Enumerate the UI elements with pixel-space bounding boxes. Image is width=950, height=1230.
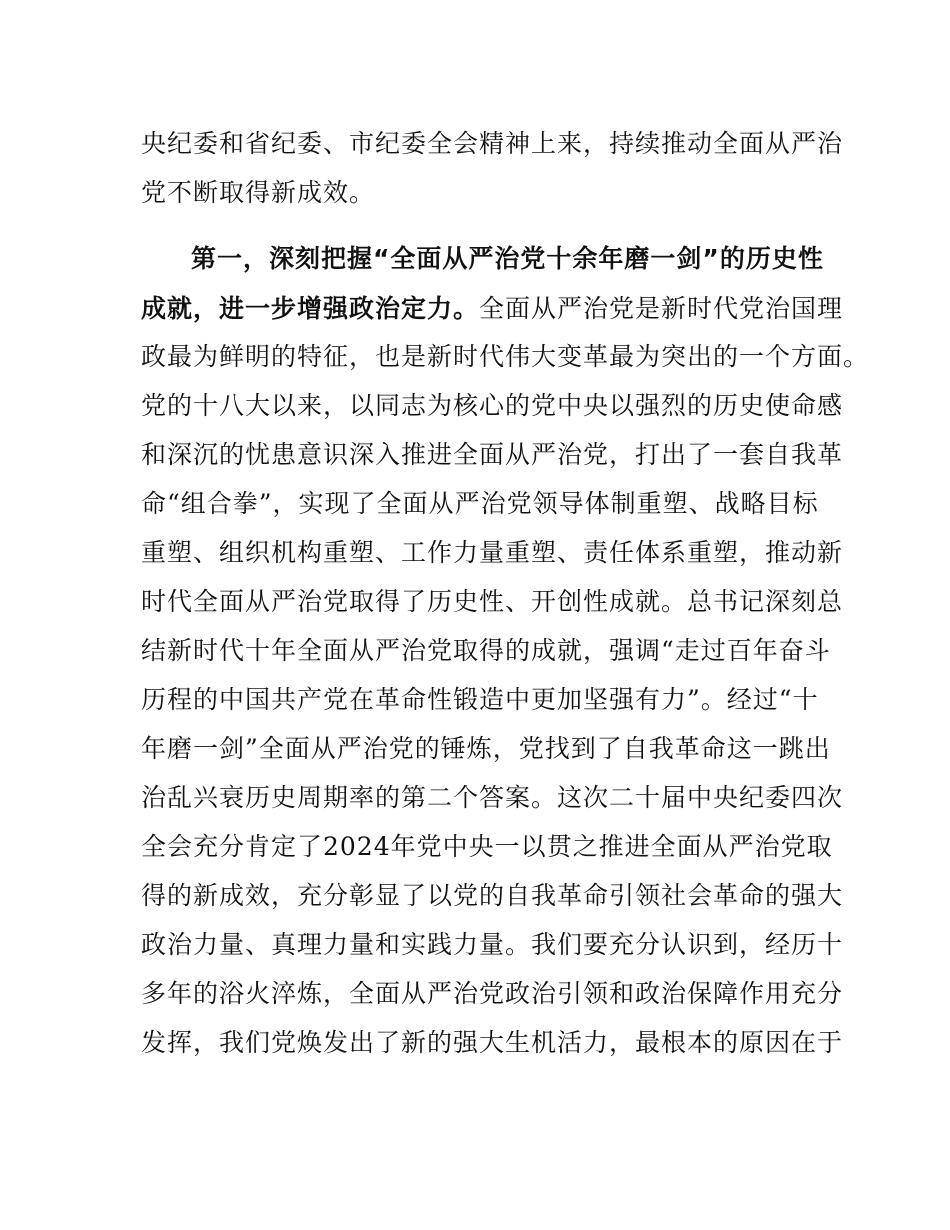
paragraph-line: 年磨一剑”全面从严治党的锤炼，党找到了自我革命这一跳出 xyxy=(141,734,831,763)
paragraph-line: 发挥，我们党焕发出了新的强大生机活力，最根本的原因在于 xyxy=(141,1028,844,1057)
section-heading-text: 成就，进一步增强政治定力。 xyxy=(141,294,480,323)
paragraph-line: 央纪委和省纪委、市纪委全会精神上来，持续推动全面从严治 xyxy=(141,129,844,158)
paragraph-line: 全会充分肯定了2024年党中央一以贯之推进全面从严治党取 xyxy=(141,832,833,861)
paragraph-line xyxy=(141,293,843,325)
paragraph-line: 结新时代十年全面从严治党取得的成就，强调“走过百年奋斗 xyxy=(141,636,831,665)
paragraph-line: 和深沉的忧患意识深入推进全面从严治党，打出了一套自我革 xyxy=(141,440,844,469)
paragraph-line: 党的十八大以来，以同志为核心的党中央以强烈的历史使命感 xyxy=(141,391,844,420)
paragraph-line: 治乱兴衰历史周期率的第二个答案。这次二十届中央纪委四次 xyxy=(141,783,844,812)
paragraph-line: 时代全面从严治党取得了历史性、开创性成就。总书记深刻总 xyxy=(141,587,844,616)
paragraph-line: 党不断取得新成效。 xyxy=(141,178,376,207)
paragraph-line: 政治力量、真理力量和实践力量。我们要充分认识到，经历十 xyxy=(141,930,844,959)
paragraph-line: 命“组合拳”，实现了全面从严治党领导体制重塑、战略目标 xyxy=(141,489,819,518)
section-heading-line: 第一，深刻把握“全面从严治党十余年磨一剑”的历史性 xyxy=(191,244,824,273)
paragraph-line: 重塑、组织机构重塑、工作力量重塑、责任体系重塑，推动新 xyxy=(141,538,844,567)
paragraph-line: 多年的浴火淬炼，全面从严治党政治引领和政治保障作用充分 xyxy=(141,979,844,1008)
paragraph-text: 全面从严治党是新时代党治国理 xyxy=(479,294,844,323)
paragraph-line: 得的新成效，充分彰显了以党的自我革命引领社会革命的强大 xyxy=(141,881,844,910)
paragraph-line: 历程的中国共产党在革命性锻造中更加坚强有力”。经过“十 xyxy=(141,685,819,714)
paragraph-line: 政最为鲜明的特征，也是新时代伟大变革最为突出的一个方面。 xyxy=(141,342,870,371)
